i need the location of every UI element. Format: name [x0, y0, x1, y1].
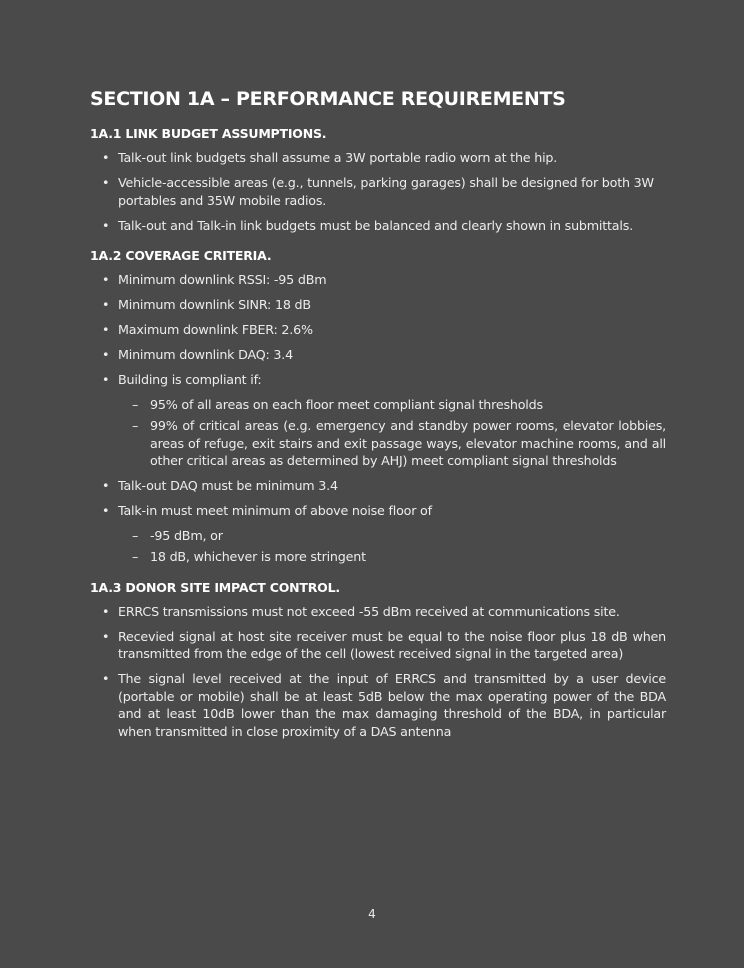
page-number: 4 — [368, 907, 376, 921]
sub-list-item: – 99% of critical areas (e.g. emergency and standby power rooms, elevator lobbies, areas of refuge, exit stairs and exit passage ways, elevator machine rooms, and all other critical areas as determined by AHJ) meet compliant signal thresholds — [118, 417, 666, 470]
list-item: • Vehicle-accessible areas (e.g., tunnels, parking garages) shall be designed for both 3W portables and 35W mobile radios. — [90, 174, 666, 209]
donor-site-list — [90, 603, 666, 741]
talk-in-sublist — [118, 527, 666, 566]
list-item-text: Talk-in must meet minimum of above noise floor of — [118, 503, 432, 518]
list-item: • Minimum downlink SINR: 18 dB — [90, 296, 666, 314]
heading-link-budget: 1A.1 LINK BUDGET ASSUMPTIONS. — [90, 126, 327, 141]
list-item: • Minimum downlink DAQ: 3.4 — [90, 346, 666, 364]
list-item-compliance — [90, 371, 666, 470]
list-item-talk-in — [90, 502, 666, 566]
list-item: • Minimum downlink RSSI: -95 dBm — [90, 271, 666, 289]
list-item: • Talk-out and Talk-in link budgets must be balanced and clearly shown in submittals. — [90, 217, 666, 235]
list-item: • Recevied signal at host site receiver must be equal to the noise floor plus 18 dB when transmitted from the edge of the cell (lowest received signal in the targeted area) — [90, 628, 666, 663]
link-budget-list — [90, 149, 666, 234]
list-item-text: Building is compliant if: — [118, 372, 262, 387]
coverage-criteria-list — [90, 271, 666, 566]
list-item: • Talk-out DAQ must be minimum 3.4 — [90, 477, 666, 495]
section-title: SECTION 1A – PERFORMANCE REQUIREMENTS — [90, 88, 566, 110]
sub-list-item: – 18 dB, whichever is more stringent — [118, 548, 666, 566]
heading-donor-site: 1A.3 DONOR SITE IMPACT CONTROL. — [90, 579, 340, 595]
compliance-sublist — [118, 396, 666, 470]
sub-list-item: – 95% of all areas on each floor meet compliant signal thresholds — [118, 396, 666, 414]
list-item: • Maximum downlink FBER: 2.6% — [90, 321, 666, 339]
heading-coverage-criteria: 1A.2 COVERAGE CRITERIA. — [90, 248, 272, 263]
document-page — [90, 88, 666, 754]
list-item: • The signal level received at the input of ERRCS and transmitted by a user device (portable or mobile) shall be at least 5dB below the max operating power of the BDA and at least 10dB lower than the max damaging threshold of the BDA, in particular when transmitted in close proximity of a DAS antenna — [90, 670, 666, 740]
sub-list-item: – -95 dBm, or — [118, 527, 666, 545]
list-item: • ERRCS transmissions must not exceed -55 dBm received at communications site. — [90, 603, 666, 621]
list-item: • Talk-out link budgets shall assume a 3W portable radio worn at the hip. — [90, 149, 666, 167]
